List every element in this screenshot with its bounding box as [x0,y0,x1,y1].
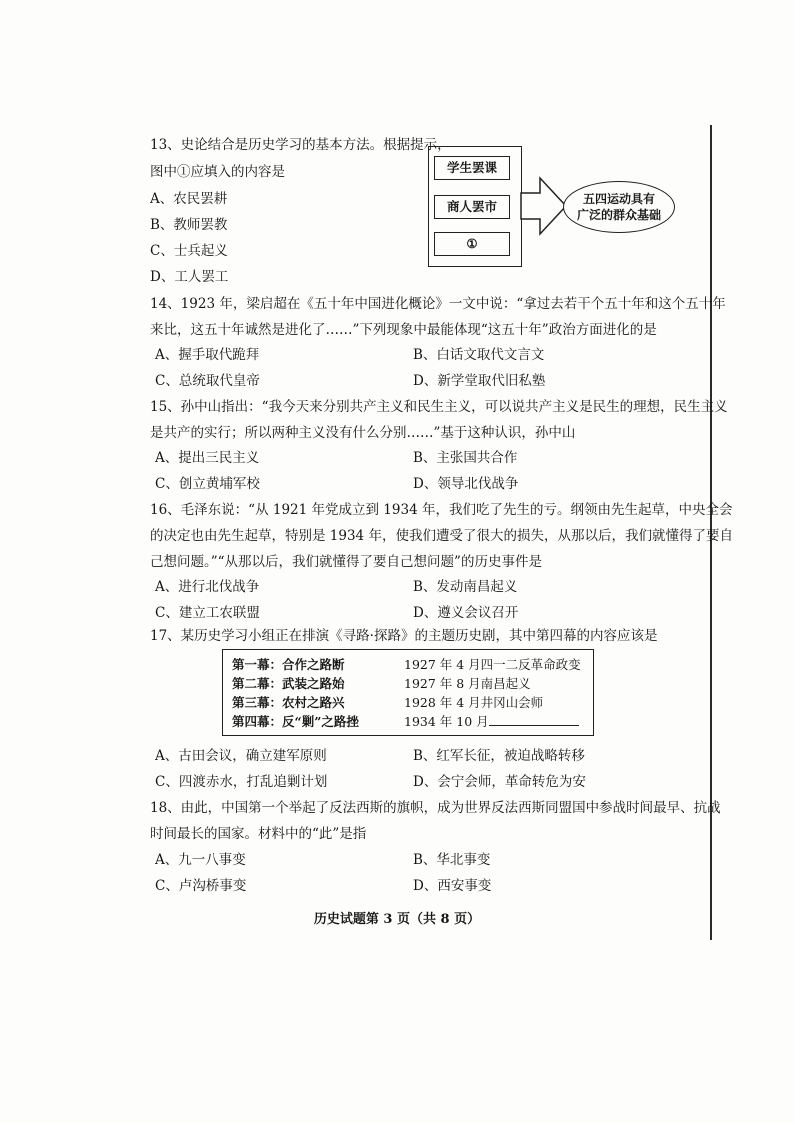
q15-option-b[interactable]: B、主张国共合作 [413,450,518,466]
q18-option-d[interactable]: D、西安事变 [413,878,492,894]
q17-option-a[interactable]: A、古田会议，确立建军原则 [155,748,327,764]
diagram-box-merchants: 商人罢市 [434,195,510,219]
answer-blank[interactable] [489,713,579,726]
act-event: 1927 年 4 月四一二反革命政变 [404,657,581,672]
q14-option-c[interactable]: C、总统取代皇帝 [155,373,260,389]
q13-option-c[interactable]: C、士兵起义 [150,243,228,259]
q15-stem-line2: 是共产的实行；所以两种主义没有什么分别……”基于这种认识，孙中山 [150,425,576,441]
q17-option-b[interactable]: B、红军长征，被迫战略转移 [413,748,585,764]
diagram-box-blank: ① [434,232,510,256]
q13-stem-line1: 13、史论结合是历史学习的基本方法。根据提示， [150,137,451,153]
q14-option-b[interactable]: B、白话文取代文言文 [413,347,545,363]
q16-option-d[interactable]: D、遵义会议召开 [413,605,519,621]
q16-option-c[interactable]: C、建立工农联盟 [155,605,260,621]
q16-stem-line3: 己想问题。”“从那以后，我们就懂得了要自己想问题”的历史事件是 [150,554,542,570]
page-footer: 历史试题第 3 页（共 8 页） [313,912,481,927]
diagram-arrow-icon [520,176,568,236]
q18-option-a[interactable]: A、九一八事变 [155,852,246,868]
q16-option-b[interactable]: B、发动南昌起义 [413,579,518,595]
q15-option-a[interactable]: A、提出三民主义 [155,450,260,466]
q15-option-d[interactable]: D、领导北伐战争 [413,476,519,492]
q13-option-b[interactable]: B、教师罢教 [150,217,228,233]
diagram-result-oval [563,181,675,233]
q18-option-c[interactable]: C、卢沟桥事变 [155,878,247,894]
act-event: 1934 年 10 月 [404,714,489,729]
diagram-result-line2: 广泛的群众基础 [576,208,661,222]
diagram-box-students: 学生罢课 [434,156,510,180]
act-event: 1928 年 4 月井冈山会师 [404,695,544,710]
q14-option-a[interactable]: A、握手取代跪拜 [155,347,260,363]
q16-stem-line1: 16、毛泽东说：“从 1921 年党成立到 1934 年，我们吃了先生的亏。纲领由先生起草，中央全会 [150,502,733,518]
q14-stem-line1: 14、1923 年，梁启超在《五十年中国进化概论》一文中说：“拿过去若干个五十年和这个五十年 [150,296,726,312]
q14-stem-line2: 来比，这五十年诚然是进化了……”下列现象中最能体现“这五十年”政治方面进化的是 [150,322,657,338]
q14-option-d[interactable]: D、新学堂取代旧私塾 [413,373,546,389]
act-title: 第一幕：合作之路断 [232,657,345,672]
q17-stem-line1: 17、某历史学习小组正在排演《寻路·探路》的主题历史剧，其中第四幕的内容应该是 [150,628,658,644]
q17-option-c[interactable]: C、四渡赤水，打乱追剿计划 [155,774,328,790]
act-event: 1927 年 8 月南昌起义 [404,676,531,691]
q13-option-d[interactable]: D、工人罢工 [150,269,229,285]
q16-option-a[interactable]: A、进行北伐战争 [155,579,260,595]
act-event-with-blank [404,712,579,730]
act-title: 第二幕：武装之路始 [232,676,345,691]
q15-stem-line1: 15、孙中山指出：“我今天来分别共产主义和民生主义，可以说共产主义是民生的理想，民生主义 [150,399,728,415]
q16-stem-line2: 的决定也由先生起草，特别是 1934 年，使我们遭受了很大的损失，从那以后，我们就懂得了要自 [150,528,733,544]
q18-stem-line1: 18、由此，中国第一个举起了反法西斯的旗帜，成为世界反法西斯同盟国中参战时间最早、抗战 [150,800,721,816]
q17-option-d[interactable]: D、会宁会师，革命转危为安 [413,774,586,790]
q15-option-c[interactable]: C、创立黄埔军校 [155,476,260,492]
act-title: 第三幕：农村之路兴 [232,695,345,710]
q13-stem-line2: 图中①应填入的内容是 [150,164,285,180]
q18-option-b[interactable]: B、华北事变 [413,852,491,868]
act-title: 第四幕：反“剿”之路挫 [232,714,359,729]
q18-stem-line2: 时间最长的国家。材料中的“此”是指 [150,826,367,842]
diagram-result-line1: 五四运动具有 [582,192,655,206]
q13-option-a[interactable]: A、农民罢耕 [150,191,228,207]
